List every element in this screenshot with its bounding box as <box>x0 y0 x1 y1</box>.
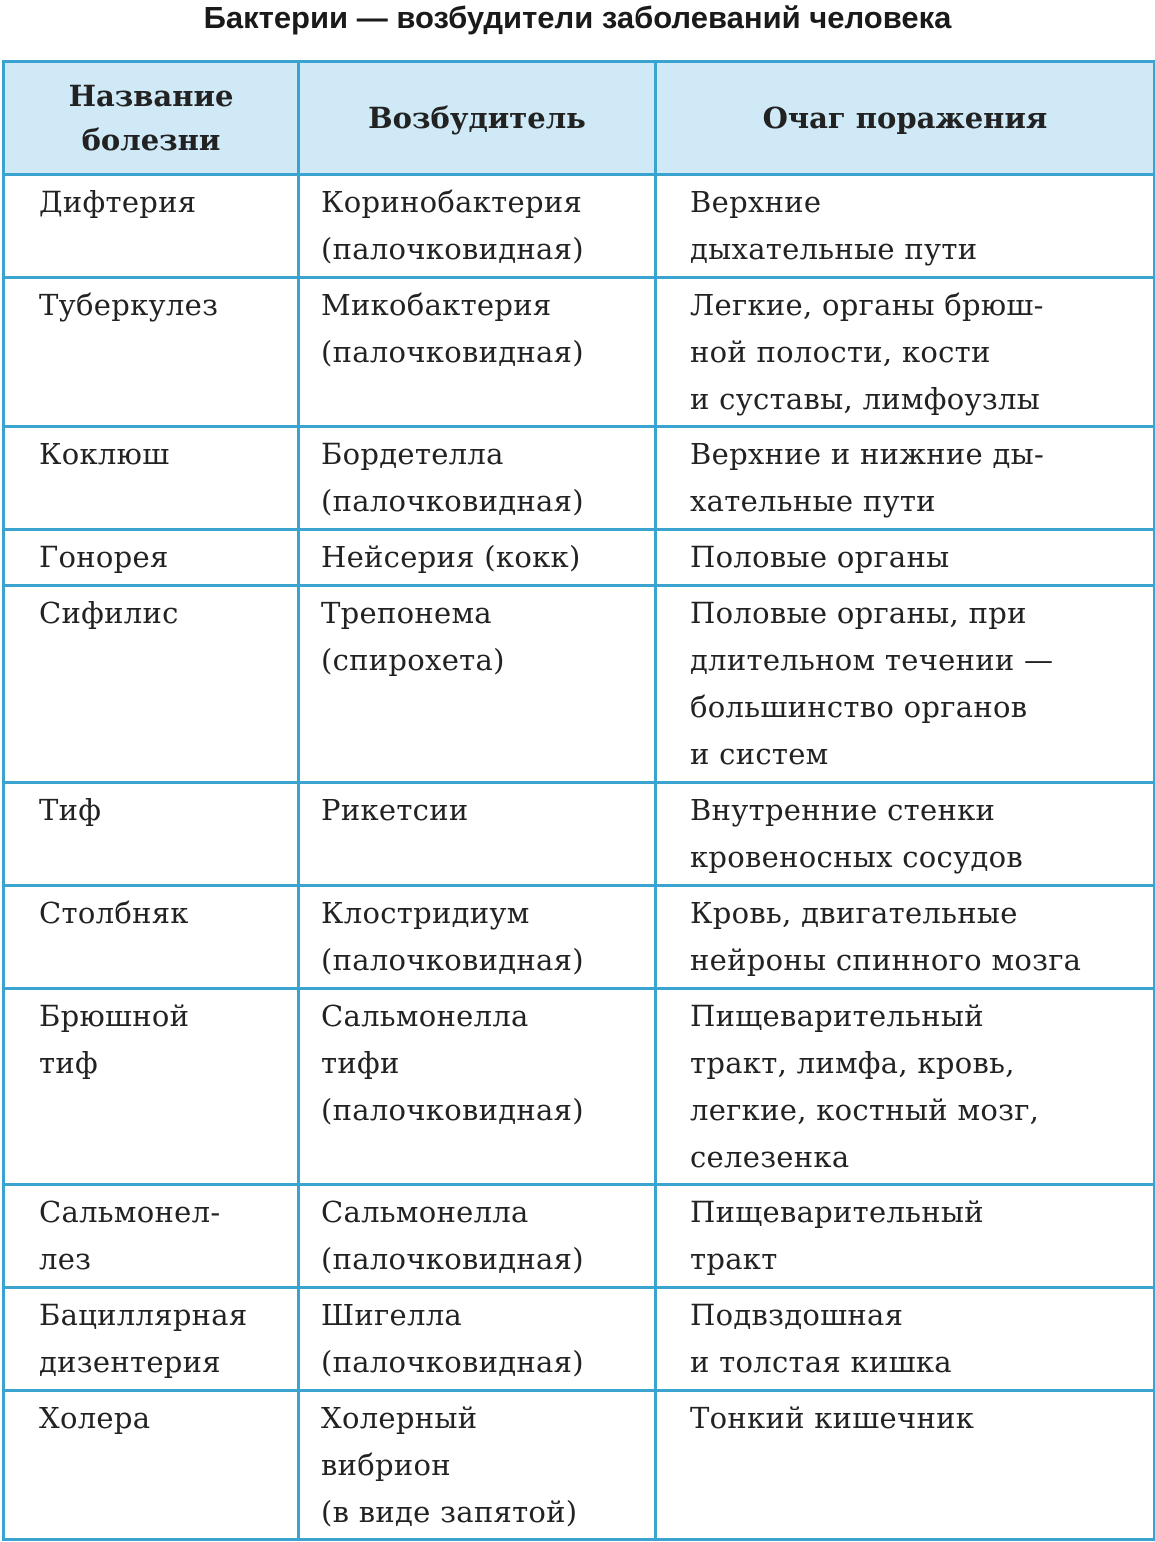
disease-cell: Холера <box>4 1391 299 1540</box>
disease-cell: Туберкулез <box>4 278 299 427</box>
table-row <box>4 175 1155 278</box>
disease-cell: Брюшной тиф <box>4 989 299 1185</box>
header-disease: Название болезни <box>4 62 299 175</box>
site-cell: Половые органы <box>656 530 1155 586</box>
disease-cell: Бациллярная дизентерия <box>4 1288 299 1391</box>
site-cell: Пищеварительный тракт, лимфа, кровь, легкие, костный мозг, селезенка <box>656 989 1155 1185</box>
header-row <box>4 62 1155 175</box>
header-site: Очаг поражения <box>656 62 1155 175</box>
table-row <box>4 989 1155 1185</box>
site-cell: Верхние и нижние ды- хательные пути <box>656 427 1155 530</box>
disease-cell: Сифилис <box>4 586 299 783</box>
site-cell: Подвздошная и толстая кишка <box>656 1288 1155 1391</box>
agent-cell: Коринобактерия (палочковидная) <box>299 175 656 278</box>
site-cell: Пищеварительный тракт <box>656 1185 1155 1288</box>
disease-cell: Сальмонел- лез <box>4 1185 299 1288</box>
disease-cell: Коклюш <box>4 427 299 530</box>
agent-cell: Нейсерия (кокк) <box>299 530 656 586</box>
table-row <box>4 886 1155 989</box>
site-cell: Верхние дыхательные пути <box>656 175 1155 278</box>
disease-cell: Гонорея <box>4 530 299 586</box>
agent-cell: Сальмонелла (палочковидная) <box>299 1185 656 1288</box>
agent-cell: Клостридиум (палочковидная) <box>299 886 656 989</box>
site-cell: Тонкий кишечник <box>656 1391 1155 1540</box>
bacteria-table <box>2 60 1155 1541</box>
table-row <box>4 1185 1155 1288</box>
site-cell: Половые органы, при длительном течении — большинство органов и систем <box>656 586 1155 783</box>
disease-cell: Дифтерия <box>4 175 299 278</box>
table-row <box>4 1288 1155 1391</box>
agent-cell: Сальмонелла тифи (палочковидная) <box>299 989 656 1185</box>
site-cell: Легкие, органы брюш- ной полости, кости и суставы, лимфоузлы <box>656 278 1155 427</box>
agent-cell: Холерный вибрион (в виде запятой) <box>299 1391 656 1540</box>
agent-cell: Бордетелла (палочковидная) <box>299 427 656 530</box>
site-cell: Кровь, двигательные нейроны спинного мозга <box>656 886 1155 989</box>
table-row <box>4 427 1155 530</box>
table-row <box>4 278 1155 427</box>
disease-cell: Тиф <box>4 783 299 886</box>
agent-cell: Микобактерия (палочковидная) <box>299 278 656 427</box>
agent-cell: Трепонема (спирохета) <box>299 586 656 783</box>
site-cell: Внутренние стенки кровеносных сосудов <box>656 783 1155 886</box>
table-row <box>4 530 1155 586</box>
disease-cell: Столбняк <box>4 886 299 989</box>
table-title: Бактерии — возбудители заболеваний человека <box>203 0 952 35</box>
table-row <box>4 783 1155 886</box>
table-row <box>4 586 1155 783</box>
table-row <box>4 1391 1155 1540</box>
header-agent: Возбудитель <box>299 62 656 175</box>
agent-cell: Рикетсии <box>299 783 656 886</box>
agent-cell: Шигелла (палочковидная) <box>299 1288 656 1391</box>
